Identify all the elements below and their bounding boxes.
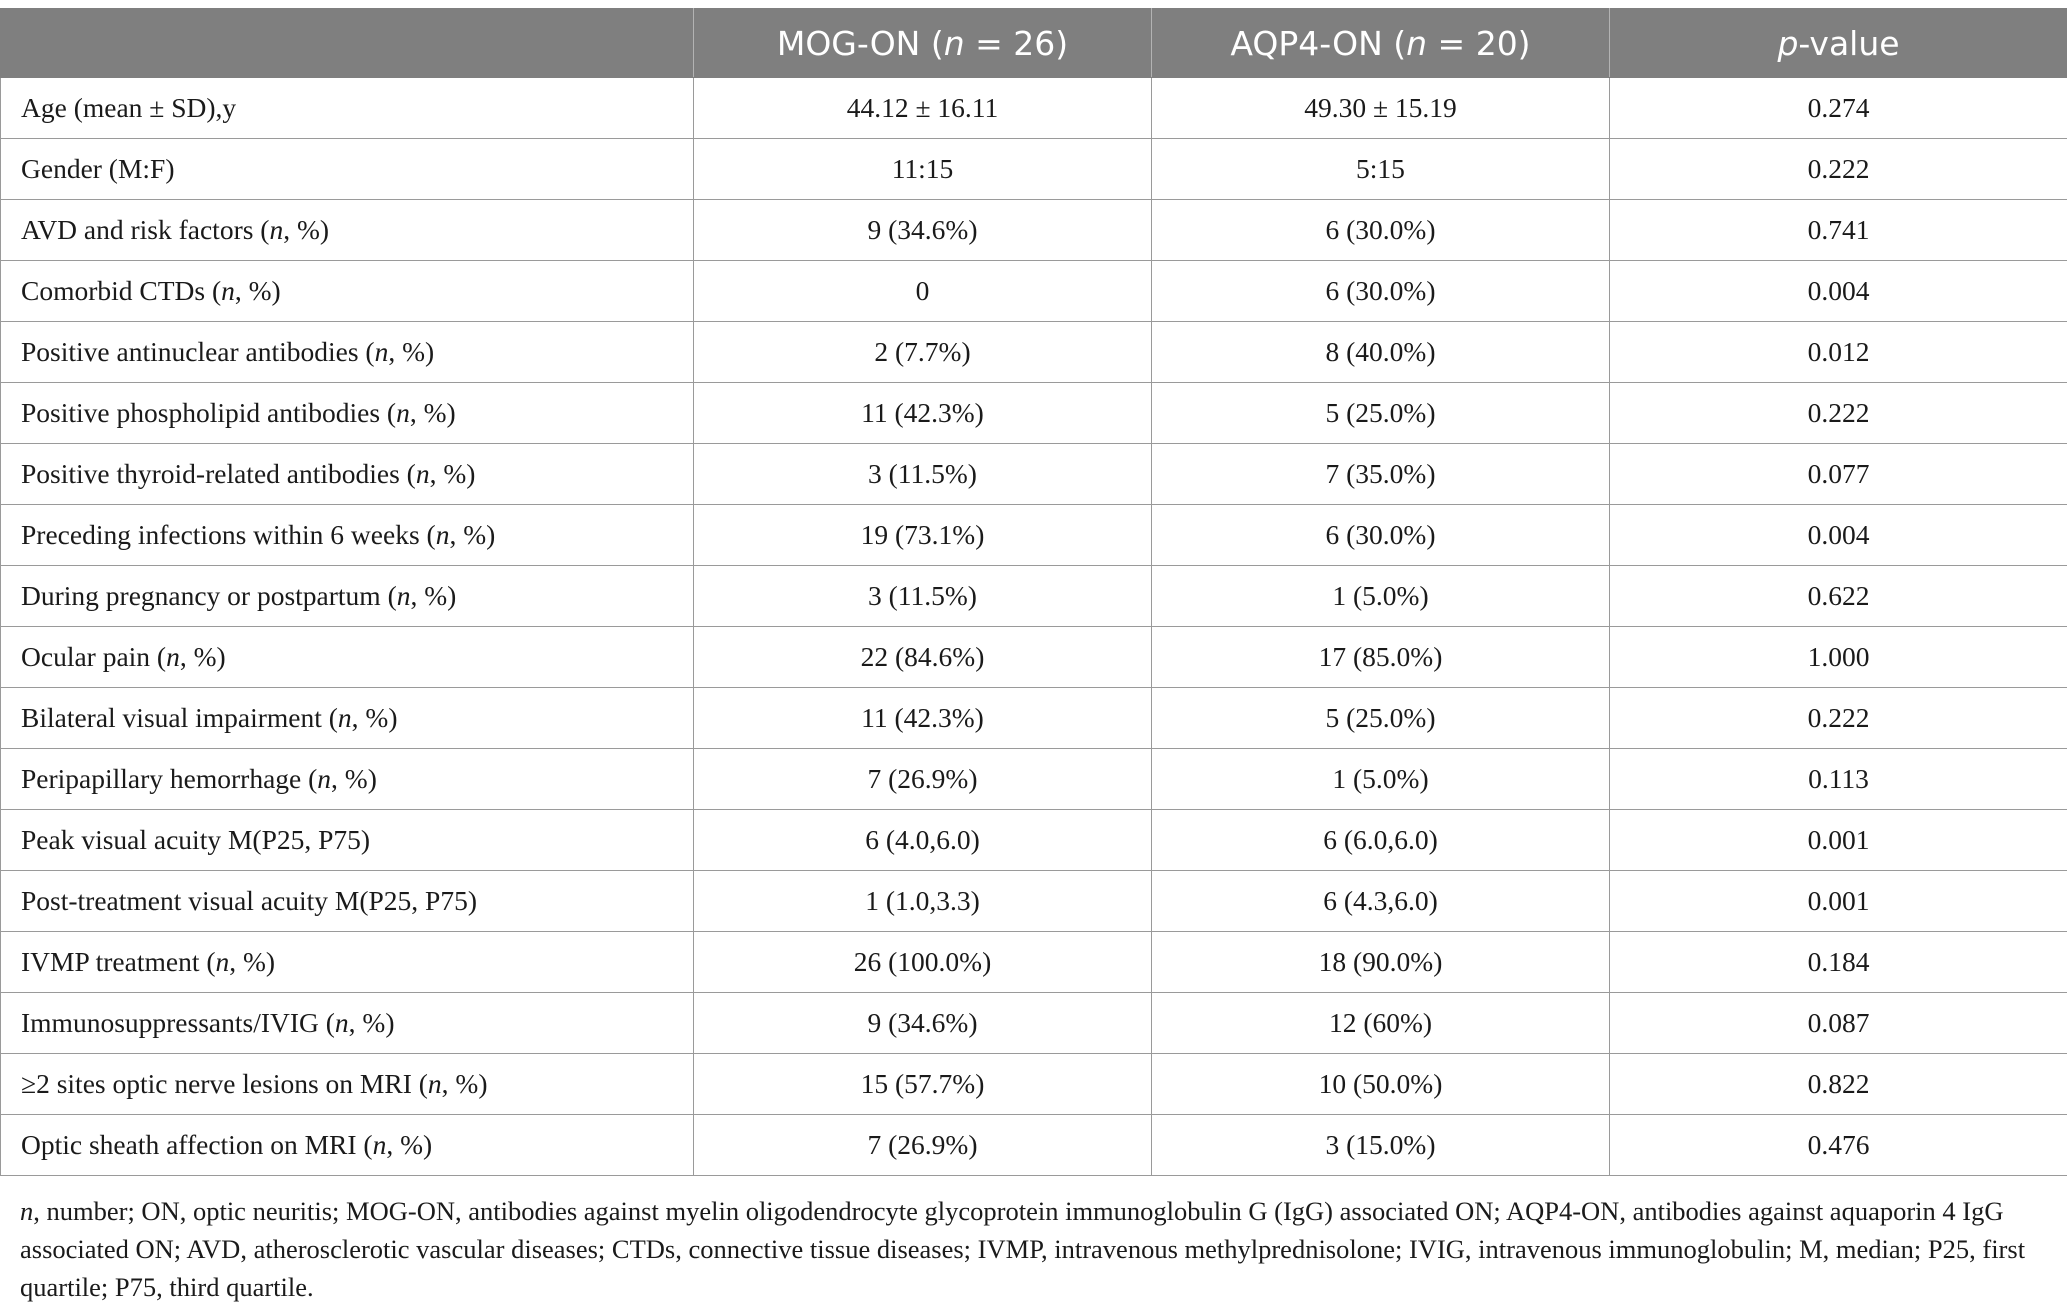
- row-label: [1, 505, 694, 566]
- mog-on-value: 7 (26.9%): [694, 749, 1152, 810]
- p-value: 0.113: [1610, 749, 2067, 810]
- table-row: [1, 627, 2067, 688]
- row-label-suffix: , %): [283, 214, 330, 245]
- mog-on-value: 6 (4.0,6.0): [694, 810, 1152, 871]
- table-body: [1, 78, 2067, 1176]
- table-row: [1, 871, 2067, 932]
- p-value: 0.004: [1610, 505, 2067, 566]
- row-label: [1, 932, 694, 993]
- aqp4-on-value: 6 (4.3,6.0): [1152, 871, 1610, 932]
- p-value: 0.476: [1610, 1115, 2067, 1176]
- row-label: [1, 322, 694, 383]
- aqp4-on-value: 6 (30.0%): [1152, 505, 1610, 566]
- row-label-n: n: [415, 458, 430, 489]
- row-label-text: Comorbid CTDs (: [21, 275, 222, 306]
- comparison-table: [0, 8, 2067, 1176]
- p-value: 0.822: [1610, 1054, 2067, 1115]
- row-label-suffix: , %): [449, 519, 496, 550]
- row-label-text: Peak visual acuity M(P25, P75): [21, 824, 371, 855]
- mog-on-value: 11 (42.3%): [694, 383, 1152, 444]
- row-label-suffix: , %): [410, 580, 457, 611]
- row-label-suffix: , %): [409, 397, 456, 428]
- aqp4-on-value: 12 (60%): [1152, 993, 1610, 1054]
- p-value: 0.001: [1610, 810, 2067, 871]
- p-value: 0.222: [1610, 139, 2067, 200]
- row-label-n: n: [269, 214, 284, 245]
- header-mog-suffix: = 26): [964, 23, 1069, 63]
- table-row: [1, 139, 2067, 200]
- row-label: [1, 1115, 694, 1176]
- table-row: [1, 78, 2067, 139]
- header-aqp4-prefix: AQP4-ON (: [1230, 23, 1407, 63]
- row-label: [1, 749, 694, 810]
- mog-on-value: 0: [694, 261, 1152, 322]
- row-label-suffix: , %): [351, 702, 398, 733]
- mog-on-value: 1 (1.0,3.3): [694, 871, 1152, 932]
- row-label-text: Bilateral visual impairment (: [21, 702, 338, 733]
- row-label-text: During pregnancy or postpartum (: [21, 580, 397, 611]
- mog-on-value: 3 (11.5%): [694, 566, 1152, 627]
- row-label-text: Positive antinuclear antibodies (: [21, 336, 375, 367]
- row-label-text: Peripapillary hemorrhage (: [21, 763, 318, 794]
- row-label-suffix: , %): [386, 1129, 433, 1160]
- header-p-value: [1610, 9, 2067, 78]
- row-label-n: n: [334, 1007, 349, 1038]
- table-row: [1, 322, 2067, 383]
- aqp4-on-value: 5:15: [1152, 139, 1610, 200]
- aqp4-on-value: 6 (6.0,6.0): [1152, 810, 1610, 871]
- aqp4-on-value: 3 (15.0%): [1152, 1115, 1610, 1176]
- p-value: 0.012: [1610, 322, 2067, 383]
- row-label-n: n: [166, 641, 180, 672]
- table-row: [1, 1115, 2067, 1176]
- row-label: [1, 444, 694, 505]
- header-label-column: [1, 9, 694, 78]
- row-label: [1, 810, 694, 871]
- aqp4-on-value: 49.30 ± 15.19: [1152, 78, 1610, 139]
- mog-on-value: 26 (100.0%): [694, 932, 1152, 993]
- row-label-text: Positive phospholipid antibodies (: [21, 397, 397, 428]
- mog-on-value: 11:15: [694, 139, 1152, 200]
- p-value: 0.004: [1610, 261, 2067, 322]
- row-label-n: n: [427, 1068, 442, 1099]
- aqp4-on-value: 5 (25.0%): [1152, 383, 1610, 444]
- mog-on-value: 15 (57.7%): [694, 1054, 1152, 1115]
- row-label-suffix: , %): [229, 946, 276, 977]
- row-label: [1, 139, 694, 200]
- row-label-text: IVMP treatment (: [21, 946, 216, 977]
- aqp4-on-value: 18 (90.0%): [1152, 932, 1610, 993]
- aqp4-on-value: 17 (85.0%): [1152, 627, 1610, 688]
- mog-on-value: 9 (34.6%): [694, 200, 1152, 261]
- row-label: [1, 78, 694, 139]
- p-value: 1.000: [1610, 627, 2067, 688]
- aqp4-on-value: 7 (35.0%): [1152, 444, 1610, 505]
- header-aqp4-n: n: [1406, 23, 1428, 63]
- table-row: [1, 200, 2067, 261]
- row-label-text: Optic sheath affection on MRI (: [21, 1129, 373, 1160]
- row-label: [1, 200, 694, 261]
- p-value: 0.184: [1610, 932, 2067, 993]
- row-label-text: ≥2 sites optic nerve lesions on MRI (: [21, 1068, 428, 1099]
- aqp4-on-value: 10 (50.0%): [1152, 1054, 1610, 1115]
- table-footnote: [20, 1192, 2050, 1306]
- aqp4-on-value: 5 (25.0%): [1152, 688, 1610, 749]
- mog-on-value: 7 (26.9%): [694, 1115, 1152, 1176]
- mog-on-value: 2 (7.7%): [694, 322, 1152, 383]
- table-row: [1, 1054, 2067, 1115]
- table-row: [1, 444, 2067, 505]
- row-label-suffix: , %): [179, 641, 226, 672]
- row-label-text: Immunosuppressants/IVIG (: [21, 1007, 335, 1038]
- header-p-suffix: -value: [1798, 23, 1900, 63]
- p-value: 0.274: [1610, 78, 2067, 139]
- table-row: [1, 993, 2067, 1054]
- table-row: [1, 383, 2067, 444]
- row-label-suffix: , %): [429, 458, 476, 489]
- table-row: [1, 688, 2067, 749]
- row-label-n: n: [221, 275, 235, 306]
- row-label: [1, 871, 694, 932]
- p-value: 0.222: [1610, 383, 2067, 444]
- row-label-n: n: [337, 702, 352, 733]
- header-aqp4-on: [1152, 9, 1610, 78]
- row-label-text: Positive thyroid-related antibodies (: [21, 458, 416, 489]
- row-label-n: n: [374, 336, 389, 367]
- mog-on-value: 19 (73.1%): [694, 505, 1152, 566]
- mog-on-value: 3 (11.5%): [694, 444, 1152, 505]
- row-label-n: n: [372, 1129, 387, 1160]
- row-label-suffix: , %): [234, 275, 281, 306]
- table-header: [1, 9, 2067, 78]
- aqp4-on-value: 8 (40.0%): [1152, 322, 1610, 383]
- aqp4-on-value: 6 (30.0%): [1152, 261, 1610, 322]
- table-row: [1, 261, 2067, 322]
- row-label-text: AVD and risk factors (: [21, 214, 270, 245]
- footnote-text: , number; ON, optic neuritis; MOG-ON, antibodies against myelin oligodendrocyte glycoprotein immunoglobulin G (IgG) associated ON; AQP4-ON, antibodies against aquaporin 4 IgG associated ON; AVD, atherosclerotic vascular diseases; CTDs, connective tissue diseases; IVMP, intravenous methylprednisolone; IVIG, intravenous immunoglobulin; M, median; P25, first quartile; P75, third quartile.: [20, 1196, 2026, 1302]
- row-label-n: n: [317, 763, 332, 794]
- p-value: 0.087: [1610, 993, 2067, 1054]
- row-label-text: Ocular pain (: [21, 641, 167, 672]
- mog-on-value: 44.12 ± 16.11: [694, 78, 1152, 139]
- row-label: [1, 993, 694, 1054]
- p-value: 0.741: [1610, 200, 2067, 261]
- row-label-text: Age (mean ± SD),y: [21, 92, 237, 123]
- table-row: [1, 932, 2067, 993]
- header-aqp4-suffix: = 20): [1427, 23, 1531, 63]
- row-label-n: n: [215, 946, 230, 977]
- aqp4-on-value: 1 (5.0%): [1152, 566, 1610, 627]
- table-row: [1, 749, 2067, 810]
- header-row: [1, 9, 2067, 78]
- row-label-suffix: , %): [441, 1068, 488, 1099]
- mog-on-value: 22 (84.6%): [694, 627, 1152, 688]
- mog-on-value: 11 (42.3%): [694, 688, 1152, 749]
- row-label-suffix: , %): [348, 1007, 395, 1038]
- header-mog-on: [694, 9, 1152, 78]
- table-row: [1, 810, 2067, 871]
- row-label-n: n: [435, 519, 450, 550]
- aqp4-on-value: 6 (30.0%): [1152, 200, 1610, 261]
- row-label-text: Gender (M:F): [21, 153, 175, 184]
- table-row: [1, 505, 2067, 566]
- footnote-n-italic: n: [20, 1196, 34, 1226]
- mog-on-value: 9 (34.6%): [694, 993, 1152, 1054]
- p-value: 0.222: [1610, 688, 2067, 749]
- row-label-text: Preceding infections within 6 weeks (: [21, 519, 436, 550]
- row-label: [1, 1054, 694, 1115]
- header-p-italic: p: [1777, 23, 1799, 63]
- row-label-text: Post-treatment visual acuity M(P25, P75): [21, 885, 477, 916]
- row-label: [1, 688, 694, 749]
- row-label: [1, 566, 694, 627]
- row-label-suffix: , %): [331, 763, 377, 794]
- row-label-n: n: [396, 580, 411, 611]
- p-value: 0.077: [1610, 444, 2067, 505]
- row-label: [1, 627, 694, 688]
- p-value: 0.622: [1610, 566, 2067, 627]
- p-value: 0.001: [1610, 871, 2067, 932]
- table-row: [1, 566, 2067, 627]
- row-label: [1, 383, 694, 444]
- header-mog-prefix: MOG-ON (: [776, 23, 944, 63]
- row-label-n: n: [396, 397, 410, 428]
- row-label-suffix: , %): [388, 336, 435, 367]
- aqp4-on-value: 1 (5.0%): [1152, 749, 1610, 810]
- header-mog-n: n: [943, 23, 965, 63]
- row-label: [1, 261, 694, 322]
